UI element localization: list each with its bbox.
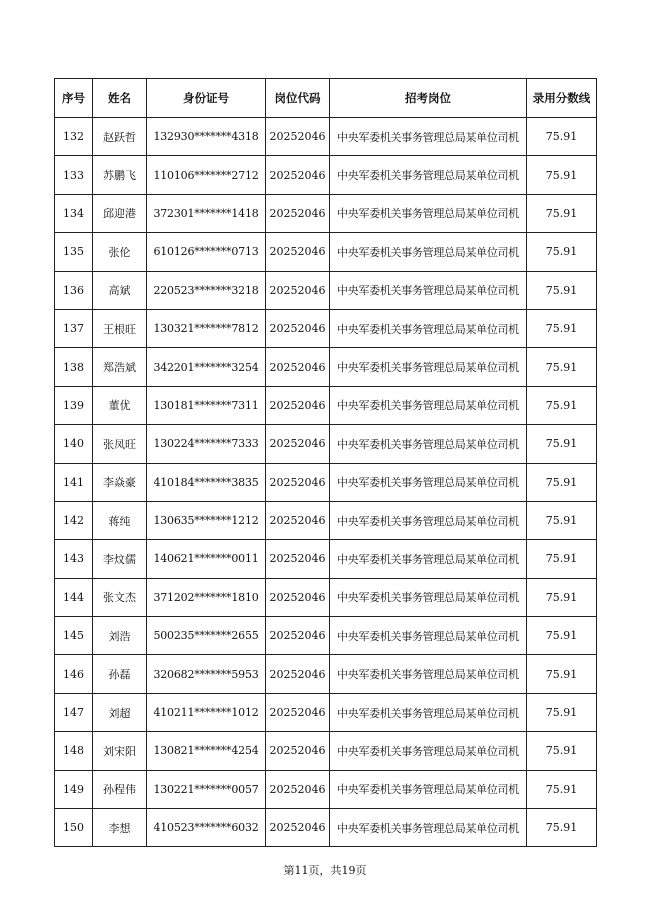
cell-post-code: 20252046 — [266, 271, 330, 309]
cell-seq: 142 — [55, 501, 93, 539]
cell-name: 李炆儒 — [93, 540, 147, 578]
cell-post: 中央军委机关事务管理总局某单位司机 — [330, 194, 527, 232]
cell-seq: 137 — [55, 309, 93, 347]
table-header-row — [55, 79, 597, 118]
cell-name: 孙程伟 — [93, 770, 147, 808]
table-row — [55, 233, 597, 271]
cell-post-code: 20252046 — [266, 156, 330, 194]
cell-seq: 148 — [55, 732, 93, 770]
table-body — [55, 118, 597, 847]
table-row — [55, 540, 597, 578]
cell-id-number: 320682*******5953 — [147, 655, 266, 693]
page-footer: 第11页，共19页 — [283, 864, 367, 877]
cell-seq: 147 — [55, 693, 93, 731]
cell-post-code: 20252046 — [266, 732, 330, 770]
header-post-code: 岗位代码 — [266, 79, 330, 118]
cell-id-number: 132930*******4318 — [147, 118, 266, 156]
cell-post: 中央军委机关事务管理总局某单位司机 — [330, 732, 527, 770]
table-row — [55, 386, 597, 424]
table-row — [55, 770, 597, 808]
cell-post: 中央军委机关事务管理总局某单位司机 — [330, 770, 527, 808]
cell-post: 中央军委机关事务管理总局某单位司机 — [330, 118, 527, 156]
cell-score-line: 75.91 — [527, 348, 597, 386]
table-row — [55, 271, 597, 309]
cell-post-code: 20252046 — [266, 578, 330, 616]
cell-post: 中央军委机关事务管理总局某单位司机 — [330, 425, 527, 463]
cell-id-number: 110106*******2712 — [147, 156, 266, 194]
cell-seq: 136 — [55, 271, 93, 309]
table-row — [55, 118, 597, 156]
cell-post-code: 20252046 — [266, 233, 330, 271]
cell-name: 李焱豪 — [93, 463, 147, 501]
cell-post: 中央军委机关事务管理总局某单位司机 — [330, 463, 527, 501]
cell-name: 刘超 — [93, 693, 147, 731]
cell-name: 刘浩 — [93, 617, 147, 655]
cell-seq: 150 — [55, 809, 93, 847]
cell-score-line: 75.91 — [527, 655, 597, 693]
cell-id-number: 410523*******6032 — [147, 809, 266, 847]
cell-score-line: 75.91 — [527, 578, 597, 616]
cell-post-code: 20252046 — [266, 809, 330, 847]
cell-score-line: 75.91 — [527, 540, 597, 578]
cell-name: 孙磊 — [93, 655, 147, 693]
cell-name: 郑浩斌 — [93, 348, 147, 386]
table-row — [55, 732, 597, 770]
cell-post-code: 20252046 — [266, 693, 330, 731]
table-row — [55, 655, 597, 693]
cell-id-number: 220523*******3218 — [147, 271, 266, 309]
cell-score-line: 75.91 — [527, 386, 597, 424]
cell-id-number: 130221*******0057 — [147, 770, 266, 808]
cell-seq: 143 — [55, 540, 93, 578]
cell-post: 中央军委机关事务管理总局某单位司机 — [330, 617, 527, 655]
cell-id-number: 410184*******3835 — [147, 463, 266, 501]
cell-post-code: 20252046 — [266, 540, 330, 578]
header-id-number: 身份证号 — [147, 79, 266, 118]
cell-seq: 141 — [55, 463, 93, 501]
cell-name: 张伦 — [93, 233, 147, 271]
cell-post-code: 20252046 — [266, 348, 330, 386]
table-row — [55, 463, 597, 501]
cell-seq: 140 — [55, 425, 93, 463]
cell-post-code: 20252046 — [266, 770, 330, 808]
table-row — [55, 501, 597, 539]
table-row — [55, 578, 597, 616]
table-row — [55, 348, 597, 386]
cell-name: 李想 — [93, 809, 147, 847]
cell-post-code: 20252046 — [266, 655, 330, 693]
cell-post-code: 20252046 — [266, 463, 330, 501]
table-row — [55, 425, 597, 463]
cell-score-line: 75.91 — [527, 501, 597, 539]
cell-id-number: 130321*******7812 — [147, 309, 266, 347]
cell-score-line: 75.91 — [527, 156, 597, 194]
cell-name: 蒋纯 — [93, 501, 147, 539]
cell-name: 张文杰 — [93, 578, 147, 616]
cell-seq: 138 — [55, 348, 93, 386]
cell-name: 高斌 — [93, 271, 147, 309]
cell-id-number: 342201*******3254 — [147, 348, 266, 386]
cell-id-number: 410211*******1012 — [147, 693, 266, 731]
cell-score-line: 75.91 — [527, 309, 597, 347]
cell-post-code: 20252046 — [266, 309, 330, 347]
cell-score-line: 75.91 — [527, 425, 597, 463]
cell-id-number: 500235*******2655 — [147, 617, 266, 655]
header-score-line: 录用分数线 — [527, 79, 597, 118]
cell-post: 中央军委机关事务管理总局某单位司机 — [330, 540, 527, 578]
cell-post-code: 20252046 — [266, 617, 330, 655]
cell-post-code: 20252046 — [266, 425, 330, 463]
cell-score-line: 75.91 — [527, 732, 597, 770]
cell-name: 张凤旺 — [93, 425, 147, 463]
cell-post: 中央军委机关事务管理总局某单位司机 — [330, 233, 527, 271]
cell-id-number: 130181*******7311 — [147, 386, 266, 424]
cell-post: 中央军委机关事务管理总局某单位司机 — [330, 271, 527, 309]
cell-post: 中央军委机关事务管理总局某单位司机 — [330, 655, 527, 693]
cell-seq: 146 — [55, 655, 93, 693]
cell-seq: 139 — [55, 386, 93, 424]
cell-id-number: 610126*******0713 — [147, 233, 266, 271]
cell-seq: 132 — [55, 118, 93, 156]
cell-score-line: 75.91 — [527, 233, 597, 271]
table-row — [55, 809, 597, 847]
header-name: 姓名 — [93, 79, 147, 118]
table-row — [55, 156, 597, 194]
cell-score-line: 75.91 — [527, 809, 597, 847]
cell-post: 中央军委机关事务管理总局某单位司机 — [330, 348, 527, 386]
cell-score-line: 75.91 — [527, 271, 597, 309]
header-post: 招考岗位 — [330, 79, 527, 118]
cell-post: 中央军委机关事务管理总局某单位司机 — [330, 809, 527, 847]
cell-seq: 135 — [55, 233, 93, 271]
cell-post-code: 20252046 — [266, 386, 330, 424]
cell-name: 王根旺 — [93, 309, 147, 347]
table-row — [55, 309, 597, 347]
roster-table — [54, 78, 597, 847]
cell-post: 中央军委机关事务管理总局某单位司机 — [330, 578, 527, 616]
cell-seq: 133 — [55, 156, 93, 194]
table-row — [55, 693, 597, 731]
table-row — [55, 194, 597, 232]
cell-id-number: 130635*******1212 — [147, 501, 266, 539]
cell-name: 邱迎港 — [93, 194, 147, 232]
cell-post: 中央军委机关事务管理总局某单位司机 — [330, 156, 527, 194]
cell-post: 中央军委机关事务管理总局某单位司机 — [330, 309, 527, 347]
cell-score-line: 75.91 — [527, 770, 597, 808]
header-seq: 序号 — [55, 79, 93, 118]
cell-score-line: 75.91 — [527, 194, 597, 232]
cell-id-number: 130821*******4254 — [147, 732, 266, 770]
cell-score-line: 75.91 — [527, 693, 597, 731]
cell-name: 赵跃哲 — [93, 118, 147, 156]
cell-score-line: 75.91 — [527, 617, 597, 655]
cell-seq: 149 — [55, 770, 93, 808]
cell-id-number: 372301*******1418 — [147, 194, 266, 232]
cell-post-code: 20252046 — [266, 194, 330, 232]
cell-name: 苏鹏飞 — [93, 156, 147, 194]
table-row — [55, 617, 597, 655]
cell-id-number: 371202*******1810 — [147, 578, 266, 616]
cell-post-code: 20252046 — [266, 501, 330, 539]
cell-seq: 134 — [55, 194, 93, 232]
cell-score-line: 75.91 — [527, 463, 597, 501]
cell-name: 董优 — [93, 386, 147, 424]
cell-id-number: 140621*******0011 — [147, 540, 266, 578]
cell-id-number: 130224*******7333 — [147, 425, 266, 463]
cell-post: 中央军委机关事务管理总局某单位司机 — [330, 501, 527, 539]
cell-score-line: 75.91 — [527, 118, 597, 156]
cell-post-code: 20252046 — [266, 118, 330, 156]
cell-seq: 144 — [55, 578, 93, 616]
cell-post: 中央军委机关事务管理总局某单位司机 — [330, 693, 527, 731]
cell-post: 中央军委机关事务管理总局某单位司机 — [330, 386, 527, 424]
cell-name: 刘宋阳 — [93, 732, 147, 770]
cell-seq: 145 — [55, 617, 93, 655]
